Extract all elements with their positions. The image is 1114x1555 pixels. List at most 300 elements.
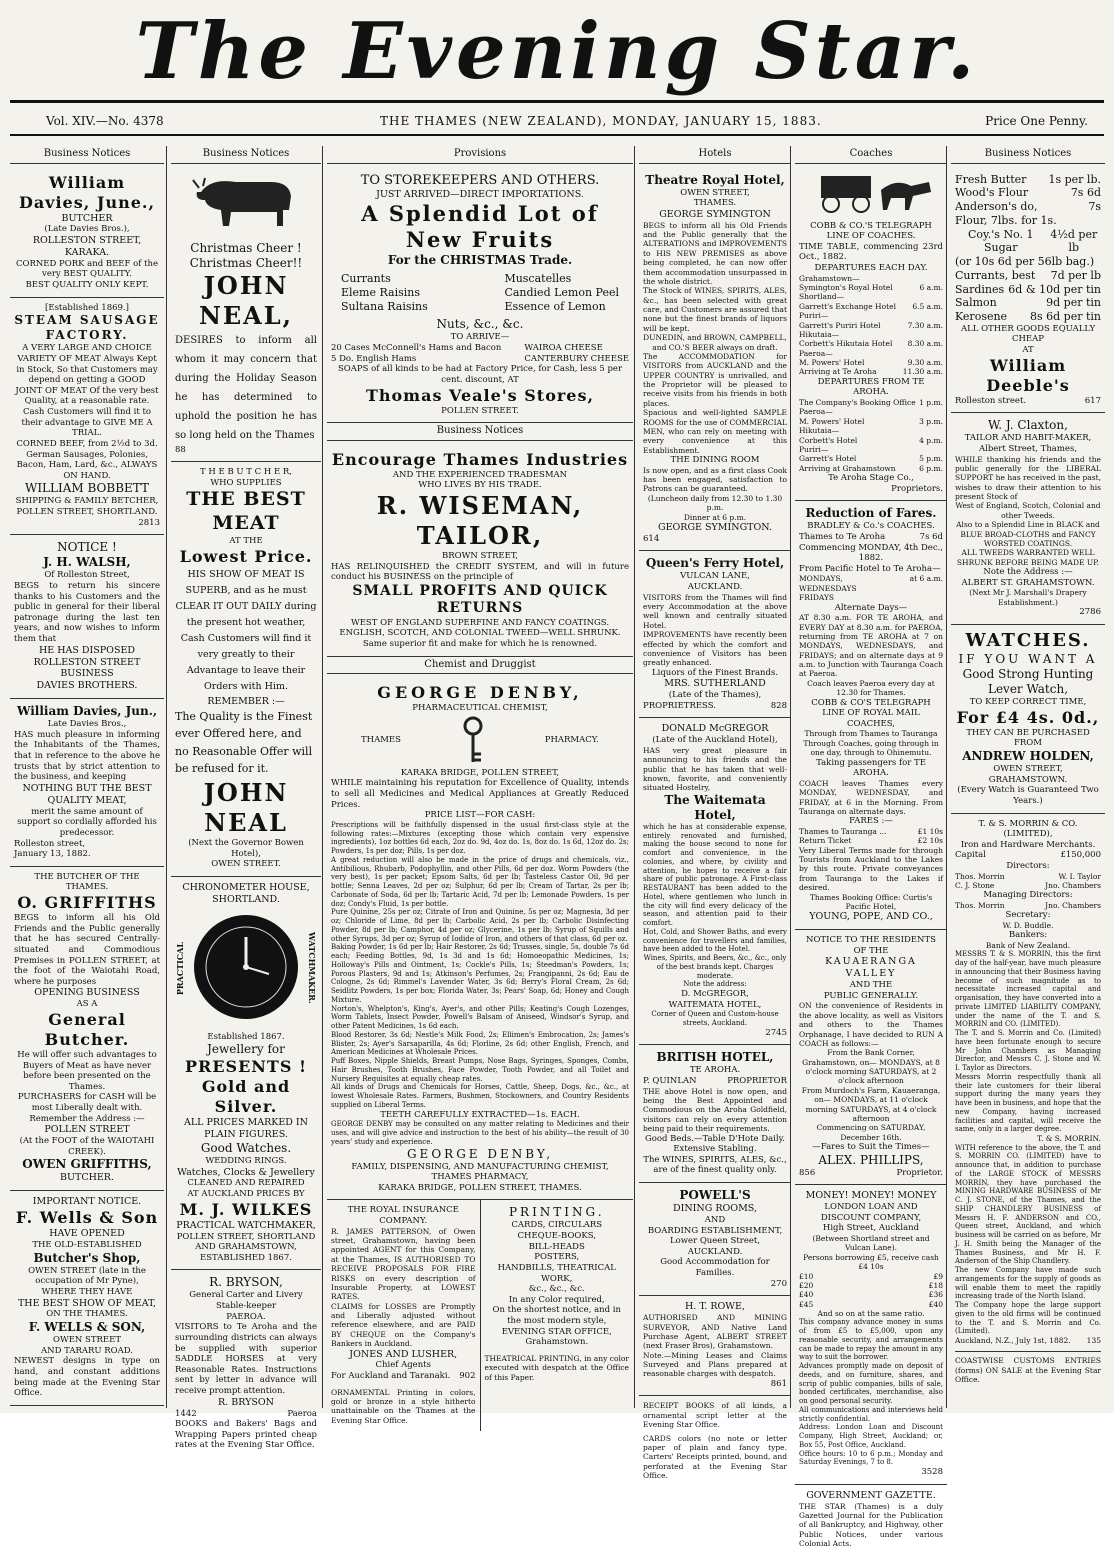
ad-line: Good Accommodation for Families. (660, 1257, 770, 1278)
table-row (799, 574, 943, 583)
row-label: Salmon (955, 296, 997, 310)
ad-william-davies (10, 168, 164, 298)
table-row (799, 1281, 943, 1290)
ad-number: 88 (175, 444, 186, 455)
ad-line: WHO SUPPLIES (210, 477, 282, 488)
ad-line: NOTHING BUT THE BEST QUALITY MEAT, (22, 782, 152, 806)
ad-line: Albert Street, Thames, (978, 443, 1078, 454)
section-header: Coaches (795, 146, 947, 164)
table-row (799, 407, 943, 416)
ad-line: ALBERT ST. GRAHAMSTOWN. (961, 577, 1095, 588)
row-value: 4 p.m. (919, 435, 943, 445)
ad-line: PAEROA. (226, 1311, 266, 1322)
ad-line: Coach leaves Paeroa every day at 12.30 for Thames. (807, 678, 935, 698)
table-row (799, 1290, 943, 1299)
ad-line: 5 Do. English Hams (331, 353, 417, 364)
ad-name: R. BRYSON, (209, 1275, 283, 1290)
fares-schedule (799, 574, 943, 602)
row-label: WEDNESDAYS (799, 583, 857, 593)
ad-line: Also to a Splendid Line in BLACK and BLUE BROAD-CLOTHS and FANCY WORSTED COATINGS. (956, 520, 1100, 548)
ad-line: £2 10s (917, 836, 943, 846)
ad-body: Note.—Mining Leases and Claims Surveyed and Plans prepared at reasonable charges with despatch. (643, 1350, 787, 1379)
row-label: (or 10s 6d per 56lb bag.) (955, 255, 1095, 268)
ad-line: Late Davies Bros., (47, 719, 127, 730)
ad-line: WHO LIVES BY HIS TRADE. (418, 480, 542, 491)
row-label: Coy.'s No. 1 Sugar (967, 227, 1034, 255)
ad-line: W. D. Buddle. (1002, 921, 1054, 930)
ad-line: The Quality is the Finest ever Offered here, and no Reasonable Offer will be refused for it. (175, 709, 313, 776)
row-label: Garrett's Exchange Hotel (799, 301, 896, 311)
ad-name: T. & S. MORRIN & CO. (LIMITED), (978, 818, 1078, 840)
ad-line: Return Ticket (799, 836, 852, 846)
ad-line: THAMES (361, 735, 401, 746)
ad-line: THE DINING ROOM (670, 455, 760, 465)
ad-line: OWEN STREET. (211, 859, 281, 870)
ad-line: Proprietors. (891, 483, 943, 494)
ad-line: Note the Address :— (983, 567, 1073, 577)
ad-title: IMPORTANT NOTICE. (32, 1196, 142, 1208)
ad-body: All kinds of Drugs and Chemicals for Horses, Cattle, Sheep, Dogs, &c., &c., at lowest Wholesale Rates. Farmers, Bushmen, Stockowners, and Country Residents supplied on Liberal Terms. (331, 1083, 629, 1109)
ad-body: BEGS to inform all his Old Friends and the Public generally that the ALTERATIONS and IMPROVEMENTS to HIS NEW PREMISES as above being completed, he can now offer them accommodation unsurpassed in the whole district. (643, 220, 787, 286)
ad-rowe-surveyor (639, 1296, 791, 1396)
timetable-departures (799, 274, 943, 377)
ad-body: WHILE maintaining his reputation for Excellence of Quality, intends to sell all Medicines and Medical Appliances at Greatly Reduced Prices. (331, 778, 629, 810)
table-row (955, 310, 1101, 324)
ad-line: SOAPS of all kinds to be had at Factory Price, for Cash, less 5 per cent. discount, AT (337, 364, 623, 385)
ad-body: THE above Hotel is now open, and being the Best Appointed and Commodious on the Aroha Goldfield, visitors can rely on every attention being paid to their requirements. (643, 1086, 787, 1134)
section-header: Provisions (327, 146, 633, 164)
row-label: £45 (799, 1299, 814, 1309)
ad-line: Jewellery for (207, 1042, 285, 1057)
table-row (799, 445, 943, 454)
ad-line: merit the same amount of support so cordially afforded his predecessor. (17, 806, 157, 838)
row-label: Garrett's Hotel (799, 454, 857, 464)
ad-line: Commencing on SATURDAY, December 16th. (816, 1123, 926, 1142)
ad-line: AND (704, 1214, 726, 1225)
ad-line: COASTWISE CUSTOMS ENTRIES (forms) ON SALE at the Evening Star Office. (955, 1351, 1101, 1384)
ad-name: Theatre Royal Hotel, (645, 172, 785, 187)
row-value: £40 (928, 1299, 943, 1309)
ad-line: EVENING STAR OFFICE, (501, 1326, 612, 1337)
price: Price One Penny. (985, 114, 1088, 128)
ad-line: POLLEN STREET (44, 1124, 130, 1136)
ad-body: HAS RELINQUISHED the CREDIT SYSTEM, and will in future conduct his BUSINESS on the principle of (331, 561, 629, 583)
ad-line: Jno. Chambers (1045, 881, 1101, 890)
ad-body: BEGS to inform all his Old Friends and the Public generally that he has secured Centrally-situated and Commodious Premises in POLLEN STREET, at the foot of the Waiotahi Road, where he purposes (14, 913, 160, 987)
ad-line: WEDDING RINGS. (205, 1155, 287, 1166)
ad-line: OWEN STREET, GRAHAMSTOWN. (988, 764, 1068, 785)
ad-line: KAUAERANGA VALLEY (825, 956, 917, 980)
ad-line: PRICE LIST—FOR CASH: (424, 810, 536, 821)
ad-line: KARAKA BRIDGE, POLLEN STREET, THAMES. (378, 1182, 582, 1193)
ad-line: VULCAN LANE, (680, 571, 750, 582)
ad-davies-jun (10, 699, 164, 867)
ad-line: Alternate Days— (834, 602, 908, 613)
ad-line: Secretary: (1005, 910, 1051, 921)
ad-printing (481, 1200, 634, 1431)
key-icon (456, 716, 490, 766)
ad-line: AT THE (229, 535, 263, 546)
ad-waitemata-hotel (639, 718, 791, 1045)
row-value: 6 p.m. (919, 463, 943, 473)
ad-title: WATCHES. (965, 629, 1091, 651)
row-label: £40 (799, 1290, 814, 1300)
ad-line: KARAKA BRIDGE, POLLEN STREET, (400, 767, 560, 778)
ad-line: PRESENTS ! (185, 1057, 307, 1077)
ad-line: 1 p.m. (919, 398, 943, 407)
ad-line: REMEMBER :— (207, 695, 285, 707)
ad-line: Wines, Spirits, and Beers, &c., &c., only of the best brands kept. Charges moderate. (643, 954, 787, 980)
ad-line: For £4 4s. 0d., (956, 707, 1100, 727)
ad-line: (Luncheon daily from 12.30 to 1.30 p.m. (647, 493, 783, 513)
row-value: 5 p.m. (919, 454, 943, 464)
ad-line: R. BRYSON (218, 1396, 274, 1408)
ad-line: WAITEMATA HOTEL, (668, 999, 762, 1010)
ad-line: West of England, Scotch, Colonial and other Tweeds. (955, 501, 1101, 520)
row-label: FRIDAYS (799, 593, 835, 603)
ad-wells-son (10, 1191, 164, 1406)
ad-line: From Murdoch's Farm, Kauaeranga, on— MONDAYS, at 11 o'clock morning SATURDAYS, at 4 o'clock afternoon (801, 1085, 941, 1123)
newspaper-title: The Evening Star. (135, 6, 979, 97)
row-label: M. Powers' Hotel (799, 358, 865, 367)
ad-line: Butcher's Shop, (33, 1250, 141, 1265)
ad-line: Candied Lemon Peel (504, 285, 619, 299)
table-row (799, 292, 943, 301)
ad-line: JUST ARRIVED—DIRECT IMPORTATIONS. (376, 188, 584, 200)
row-label: Currants, best (955, 268, 1036, 282)
ad-line: PHARMACY. (544, 735, 599, 746)
ad-line: Chief Agents (375, 1360, 431, 1371)
ad-line: DAVIES BROTHERS. (36, 680, 138, 692)
ad-griffiths (10, 867, 164, 1192)
ad-line: Thames Booking Office: Curtis's Pacific Hotel, (809, 892, 933, 911)
ad-line: OWEN GRIFFITHS, (22, 1157, 152, 1172)
ad-number: 2745 (765, 1027, 787, 1038)
ad-name: ALEX. PHILLIPS, (818, 1152, 924, 1167)
row-value: 7s (1088, 200, 1101, 213)
ad-line: Note the address: (683, 980, 747, 989)
ad-line: ROLLESTON STREET, KARAKA. (32, 235, 142, 258)
ad-line: RECEIPT BOOKS of all kinds, a ornamental script letter at the Evening Star Office. (643, 1401, 787, 1430)
ad-body: The T. and S. Morrin and Co. (Limited) have been fortunate enough to secure Mr John Chambers as Managing Director, and Messrs C. J. Stone and W. I. Taylor as Directors. (955, 1029, 1101, 1073)
ad-line: Essence of Lemon (504, 299, 606, 313)
ad-line: Extensive Stabling. (673, 1144, 757, 1155)
clock-block (175, 912, 317, 1032)
ad-body: A VERY LARGE AND CHOICE VARIETY OF MEAT Always Kept in Stock, So that Customers may depend on getting a GOOD JOINT OF MEAT Of the very best Quality, at a reasonable rate. Cash Customers will find it to their advantage to GIVE ME A TRIAL. (15, 343, 159, 439)
ad-line: P. QUINLAN (643, 1076, 697, 1086)
ad-line: (Next Mr J. Marshall's Drapery Establishment.) (969, 588, 1087, 607)
ad-line: YOUNG, POPE, AND CO., (809, 911, 933, 923)
ad-london-loan (795, 1185, 947, 1485)
table-row (955, 255, 1101, 269)
column-4 (634, 146, 791, 1480)
table-row (955, 296, 1101, 310)
ad-line: WEST OF ENGLAND SUPERFINE AND FANCY COATINGS. ENGLISH, SCOTCH, AND COLONIAL TWEED—WELL SHRUNK. (339, 617, 621, 639)
table-row (799, 593, 943, 602)
ad-queens-ferry (639, 551, 791, 718)
ad-line: In any Color required, (508, 1294, 605, 1305)
ad-line: For Auckland and Taranaki. (331, 1371, 451, 1381)
ad-line: AUCKLAND. (687, 582, 743, 592)
section-header: Business Notices (171, 146, 321, 164)
ad-line: Same superior fit and make for which he is renowned. (362, 639, 598, 649)
ad-sausage-factory (10, 298, 164, 536)
row-label: Grahamstown— (799, 273, 860, 283)
ad-body: Very Liberal Terms made for through Tourists from Auckland to the Lakes by this route. Private conveyances from Tauranga to the Lakes if desired. (799, 845, 943, 893)
row-value: 8s 6d per tin (1029, 310, 1101, 323)
ad-title: THE ROYAL INSURANCE COMPANY. (347, 1205, 459, 1226)
ad-number: 3528 (921, 1467, 943, 1478)
ad-receipt-books (639, 1396, 791, 1486)
ad-line: OWEN STREET (late in the occupation of Mr Pyne), (28, 1265, 146, 1287)
ad-line: BROWN STREET, (442, 550, 518, 561)
row-value: £18 (928, 1280, 943, 1290)
row-value: £9 (933, 1271, 943, 1281)
ad-line: ESTABLISHED 1867. (200, 1252, 292, 1263)
ad-line: AUCKLAND. (687, 1246, 743, 1257)
ad-line: PURCHASERS for CASH will be most Liberally dealt with. (17, 1092, 157, 1113)
table-row (955, 186, 1101, 200)
ad-line: (Every Watch is Guaranteed Two Years.) (957, 785, 1099, 806)
ad-line: POSTERS, (534, 1252, 580, 1263)
table-row (955, 200, 1101, 214)
ad-line: Through from Thames to Tauranga Through Coaches, going through in one day, through to Ohinemutu. (803, 729, 939, 758)
table-row (799, 417, 943, 426)
ad-line: CARDS, CIRCULARS (511, 1220, 603, 1231)
ad-body: DESIRES to inform all whom it may concern that during the Holiday Season he has determined to uphold the position he has so long held on the Thames (175, 334, 317, 441)
row-label: Kerosene (955, 310, 1008, 323)
ad-john-neal-christmas (171, 236, 321, 463)
ad-line: C. J. Stone (955, 881, 995, 890)
ad-body: AUTHORISED AND MINING SURVEYOR, AND Native Land Purchase Agent, ALBERT STREET (next Fraser Bros), Grahamstown. (643, 1313, 787, 1351)
ad-line: AND THE (849, 980, 893, 991)
row-value: 6d & 10d per tin (1008, 282, 1101, 296)
ad-line: BILL-HEADS (528, 1241, 585, 1252)
ad-line: He will offer such advantages to Buyers of Meat as have never before been presented on the Thames. (17, 1049, 157, 1092)
ad-line: PUBLIC GENERALLY. (823, 990, 919, 1001)
table-row (799, 358, 943, 367)
ad-body: A great reduction will also be made in the price of drugs and chemicals, viz., Antibilious, Rhubarb, Podophyllin, and other Pills, 6d per doz. Worm Powders (the very best), 1s per packet; Epsom Salts, 6d per lb; Tasteless Castor Oil, 9d per bottle; Senna Leaves, 2d per oz; Sulphur, 6d per lb; Cream of Tartar, 2s per lb; Carbonate of Soda, 6d per lb; Tartaric Acid, 7d per lb; Lemonade Powders, 1s per doz; Condy's Fluid, 1s per bottle. (331, 855, 629, 908)
row-value: 4½d per lb (1050, 227, 1098, 255)
ad-line: (At the FOOT of the WAIOTAHI CREEK). (19, 1136, 155, 1157)
ad-line: Commencing MONDAY, 4th Dec., 1882. (799, 542, 943, 564)
ad-body: HAS much pleasure in informing the Inhabitants of the Thames, that in reference to the above he trusts that by strict attention to the business, and keeping (14, 729, 160, 783)
ad-line: CORNED BEEF, from 2½d to 3d. (16, 438, 158, 449)
ad-body: R. JAMES PATTERSON, of Owen street, Grahamstown, having been appointed AGENT for this Company, at the Thames, IS AUTHORISED TO RECEIVE PROPOSALS FOR FIRE RISKS on every description of Insurable Property, at LOWEST RATES. (331, 1226, 476, 1302)
ad-name: William Deeble's (986, 355, 1070, 395)
ad-line: THAMES. (693, 198, 737, 209)
ad-line: IF YOU WANT A (958, 652, 1098, 667)
ad-body: All communications and interviews held strictly confidential. (799, 1405, 943, 1423)
ad-claxton-tailor (951, 413, 1105, 624)
ad-name: Thomas Veale's Stores, (365, 385, 595, 405)
ad-line: Managing Directors: (983, 890, 1073, 901)
row-label: Anderson's do, (955, 200, 1038, 213)
ad-body: Norton's, Whelpton's, King's, Ayer's, and other Pills; Keating's Cough Lozenges, Worm Tablets, Insect Powder, Powell's Balsam of Aniseed, Windsor's Syrup, and other Patent Medicines, 1s 6d each. (331, 1004, 629, 1031)
ad-line: (Between Shortland street and Vulcan Lane). (812, 1234, 930, 1253)
ad-body: Hot, Cold, and Shower Baths, and every convenience for travellers and families, have been added to the Hotel. (643, 927, 787, 954)
ad-line: (Late of the Thames), (668, 690, 762, 701)
ad-line: A Splendid Lot of New Fruits (361, 200, 599, 252)
ad-name: WILLIAM BOBBETT (24, 481, 150, 496)
table-row (955, 173, 1101, 187)
ad-body: BEGS to return his sincere thanks to his Customers and the public in general for their liberal patronage during the last ten years, and now wishes to inform them that (14, 580, 160, 644)
ad-line: Of Rolleston Street, (44, 570, 130, 581)
ad-line: The WINES, SPIRITS, ALES, &c., are of the finest quality only. (643, 1154, 787, 1176)
ad-line: F. WELLS & SON, (28, 1320, 146, 1334)
ad-number: 828 (770, 700, 787, 711)
column-6 (946, 146, 1105, 1408)
row-label: £10 (799, 1271, 814, 1281)
fruit-list-left (341, 272, 428, 313)
ad-line: Paeroa (287, 1408, 317, 1419)
row-value: 7d per lb (1050, 268, 1101, 282)
ad-line: January 13, 1882. (14, 849, 91, 860)
ad-line: £150,000 (1060, 850, 1101, 861)
ad-line: The Waitemata Hotel, (664, 792, 766, 822)
ad-number: 614 (643, 533, 660, 544)
masthead (0, 0, 1114, 108)
ad-line: Nuts, &c., &c. (436, 317, 524, 332)
column-2 (166, 146, 321, 1451)
masthead-rule (10, 100, 1104, 103)
ad-line: PROPRIETRESS. (643, 700, 716, 711)
ad-body: AT 8.30 a.m. FOR TE AROHA, and EVERY DAY at 8.30 a.m. for PAEROA, returning from TE AROHA at 7 on MONDAYS, WEDNESDAYS, and FRIDAYS; and on alternate days at 9 a.m. to Junction with Tauranga Coach at Paeroa. (799, 613, 943, 679)
ad-number: 2813 (138, 517, 160, 528)
row-label: Fresh Butter (955, 172, 1027, 186)
ad-line: DUNEDIN, and BROWN, CAMPBELL, and CO.'S BEER always on draft. (643, 333, 787, 352)
row-value: 6 a.m. (919, 283, 943, 292)
ad-body: COACH leaves Thames every MONDAY, WEDNESDAY, and FRIDAY, at 6 in the Morning. From Tauranga on alternate days. (799, 778, 943, 816)
ad-body: The Company hope the large support given to the old firms will be continued to the T. and S. Morrin and Co. (Limited). (955, 1301, 1101, 1336)
ad-line: Corner of Queen and Custom-house streets, Auckland. (651, 1010, 779, 1027)
ad-line: Grahamstown. (525, 1337, 589, 1348)
ad-name: JOHN NEAL (203, 777, 289, 837)
ad-name: JONES AND LUSHER, (349, 1348, 458, 1360)
ad-line: Rolleston street. (955, 395, 1027, 406)
ad-body: CLAIMS for LOSSES are Promptly and Liberally adjusted without reference elsewhere, and are PAID BY CHEQUE on the Company's Bankers in Auckland. (331, 1301, 476, 1349)
ad-body: This company advance money in sums of from £5 to £5,000, upon any reasonable security, and arrangements can be made to repay the amount in any way to suit the borrower. (799, 1318, 943, 1362)
row-label: Puriri— (799, 444, 829, 454)
row-label: Arriving at Te Aroha (799, 367, 877, 377)
section-header: Business Notices (951, 146, 1105, 164)
dateline (10, 110, 1104, 130)
ad-line: —Fares to Suit the Times— (812, 1142, 930, 1152)
table-row (799, 349, 943, 358)
ad-line: Bankers: (1008, 930, 1048, 941)
ad-body: Baking Powder, 1s 6d per lb; Hair Restorer, 2s 6d; Trusses, single, 5s, double 7s 6d each; Feeding Bottles, 9d, 1s 3d and 1s 6d; Homoeopathic Medicines, 1s; Holloway's Pills and Ointment, 1s; Cockle's Pills, 1s; Steedman's Powders, 1s; Porous Plasters, 9d and 1s; Atkinson's Perfumes, 2s; Frangipanni, 2s 6d; Eau de Cologne, 2s 6d; Rimmel's Lavender Water, 3s 6d; Berry's Floral Cream, 2s 6d; Seidlitz Powders, 1s per box; Florida Water, 3s; Pears' Soap, 6d; Honey and Cough Mixture. (331, 943, 629, 1004)
ad-number: 856 (799, 1167, 816, 1178)
fruit-list-right (504, 272, 619, 313)
row-label: Garrett's Puriri Hotel (799, 320, 881, 330)
ad-bryson (171, 1270, 321, 1457)
ad-body: THE STAR (Thames) is a duly Gazetted Journal for the Publication of all Bankruptcy, and Highway, other Public Notices, under various Colonial Acts. (799, 1501, 943, 1549)
table-row (799, 283, 943, 292)
ad-body: WHILE thanking his friends and the public generally for the LIBERAL SUPPORT he has received in the past, wishes to draw their attention to his present Stock of (955, 454, 1101, 501)
ad-body: which he has at considerable expense, entirely renovated and furnished, making the house second to none for comfort and convenience, in the colonies, and where, by civility and attention, he hopes to receive a fair share of public patronage. A First-class RESTAURANT has been added to the Hotel, where gentlemen who lunch in the city will find every delicacy of the season, and attention paid to their comfort. (643, 822, 787, 927)
ad-line: Thames to Tauranga ... (799, 826, 887, 836)
ad-name: GEORGE DENBY, (377, 683, 583, 703)
ad-body: VISITORS to Te Aroha and the surrounding districts can always be supplied with superior SADDLE HORSES at very Reasonable Rates. Instructions sent by letter in advance will receive prompt attention. (175, 1322, 317, 1396)
price-list (955, 173, 1101, 324)
ad-body: Puff Boxes, Nipple Shields, Breast Pumps, Nose Bags, Syringes, Sponges, Combs, Hair Brushes, Tooth Brushes, Face Powder, Tooth Powder, and all Toilet and Nursery Requisites at equally cheap rates. (331, 1057, 629, 1083)
ad-line: CARDS colors (no note or letter paper of plain and fancy type. Carters' Receipts printed, bound, and perforated at the Evening Star Office. (643, 1433, 787, 1480)
ad-name: Queen's Ferry Hotel, (645, 556, 785, 571)
row-value: £36 (928, 1290, 943, 1300)
row-label: Symington's Royal Hotel (799, 283, 893, 292)
ad-name: W. J. Claxton, (988, 418, 1068, 433)
ad-george-denby (327, 678, 633, 1200)
ad-name: JOHN NEAL, (198, 270, 294, 330)
ad-line: PROPRIETOR (727, 1076, 787, 1086)
ad-line: Persons borrowing £5, receive cash £4 10s (803, 1252, 939, 1272)
table-row (799, 330, 943, 339)
ad-line: ALL TWEEDS WARRANTED WELL SHRUNK BEFORE BEING MADE UP. (956, 548, 1100, 567)
volume-number: Vol. XIV.—No. 4378 (46, 114, 164, 128)
ad-body: ON the convenience of Residents in the above locality, as well as Visitors and others to the Thames Orphanage, I have decided to RUN A COACH as follows:— (799, 1001, 943, 1048)
ad-line: Watches, Clocks & Jewellery (177, 1166, 315, 1178)
ad-line: Thames to Te Aroha (799, 531, 886, 542)
ad-line: The Company's Booking Office (799, 398, 916, 407)
ad-line: WATCHMAKER. (307, 931, 317, 1004)
ad-line: TO KEEP CORRECT TIME, (969, 697, 1087, 708)
ad-body: Prescriptions will be faithfully dispensed in the usual first-class style at the following rates:—Mixtures (excepting those which contain very expensive ingredients), 1oz bottles 6d each, 2oz do. 9d, 4oz do. 1s, 8oz do. 1s 6d, 12oz do. 2s; Powders, 1s per doz; Pills, 1s per doz. (331, 820, 629, 856)
ad-powells-dining (639, 1183, 791, 1296)
ad-line: AND TARARU ROAD. (41, 1345, 133, 1356)
ad-line: Capital (955, 850, 986, 861)
ad-title: Reduction of Fares. (805, 506, 937, 521)
row-label: M. Powers' Hotel (799, 416, 865, 426)
column-3 (322, 146, 633, 1425)
row-label: Shortland— (799, 292, 845, 302)
ad-line: Currants (341, 272, 391, 286)
ad-number: 2786 (1079, 607, 1101, 617)
ad-name: M. J. WILKES (179, 1199, 313, 1219)
section-header: Business Notices (10, 146, 164, 164)
ad-line: Taking passengers for TE AROHA. (816, 757, 926, 779)
ad-title: THE BUTCHER OF THE THAMES. (34, 871, 140, 893)
row-value: 3 p.m. (919, 416, 943, 426)
ad-line: ORNAMENTAL Printing in colors, gold or bronze in a style hitherto unattainable on the Thames at the Evening Star Office. (331, 1387, 476, 1425)
ad-line: Liquors of the Finest Brands. (651, 667, 779, 678)
ad-line: WHERE THEY HAVE (41, 1286, 133, 1297)
ad-line: Thos. Morrin (955, 871, 1005, 881)
table-row (799, 302, 943, 311)
coach-illustration (801, 168, 941, 214)
ad-line: OWEN STREET, (680, 187, 750, 198)
ad-name: ANDREW HOLDEN, (962, 749, 1094, 763)
table-row (799, 464, 943, 473)
ad-title: CHRONOMETER HOUSE, SHORTLAND. (182, 881, 310, 905)
row-value: 9.30 a.m. (907, 358, 943, 367)
ad-line: D. McGREGOR, (681, 989, 749, 999)
ad-body: The new Company have made such arrangements for the supply of goods as will enable them to meet the rapidly increasing trade of the North Island. (955, 1266, 1101, 1301)
ad-body: HIS SHOW OF MEAT IS SUPERB, and as he must CLEAR IT OUT DAILY during the present hot weather, Cash Customers will find it very greatly to their Advantage to leave their Orders with Him. (175, 568, 317, 693)
loan-table (799, 1272, 943, 1310)
ad-line: TO ARRIVE— (450, 332, 510, 343)
ad-line: Auckland, N.Z., July 1st, 1882. (955, 1336, 1071, 1345)
ad-title: MONEY! MONEY! MONEY (805, 1190, 937, 1202)
ad-body: The ACCOMMODATION for VISITORS from AUCKLAND and the UPPER COUNTRY is unrivalled, and the Proprietor will be pleased to receive visits from his friends in both places. (643, 351, 787, 408)
ad-british-hotel (639, 1045, 791, 1183)
ad-line: ALL OTHER GOODS EQUALLY CHEAP (960, 323, 1096, 345)
row-label: £20 (799, 1280, 814, 1290)
ad-line: Directors: (1006, 861, 1050, 871)
ad-number: 861 (770, 1378, 787, 1389)
ad-line: DINING ROOMS, (672, 1203, 757, 1214)
row-label: Arriving at Grahamstown (799, 463, 896, 473)
ad-line: THE OLD-ESTABLISHED (32, 1240, 142, 1250)
